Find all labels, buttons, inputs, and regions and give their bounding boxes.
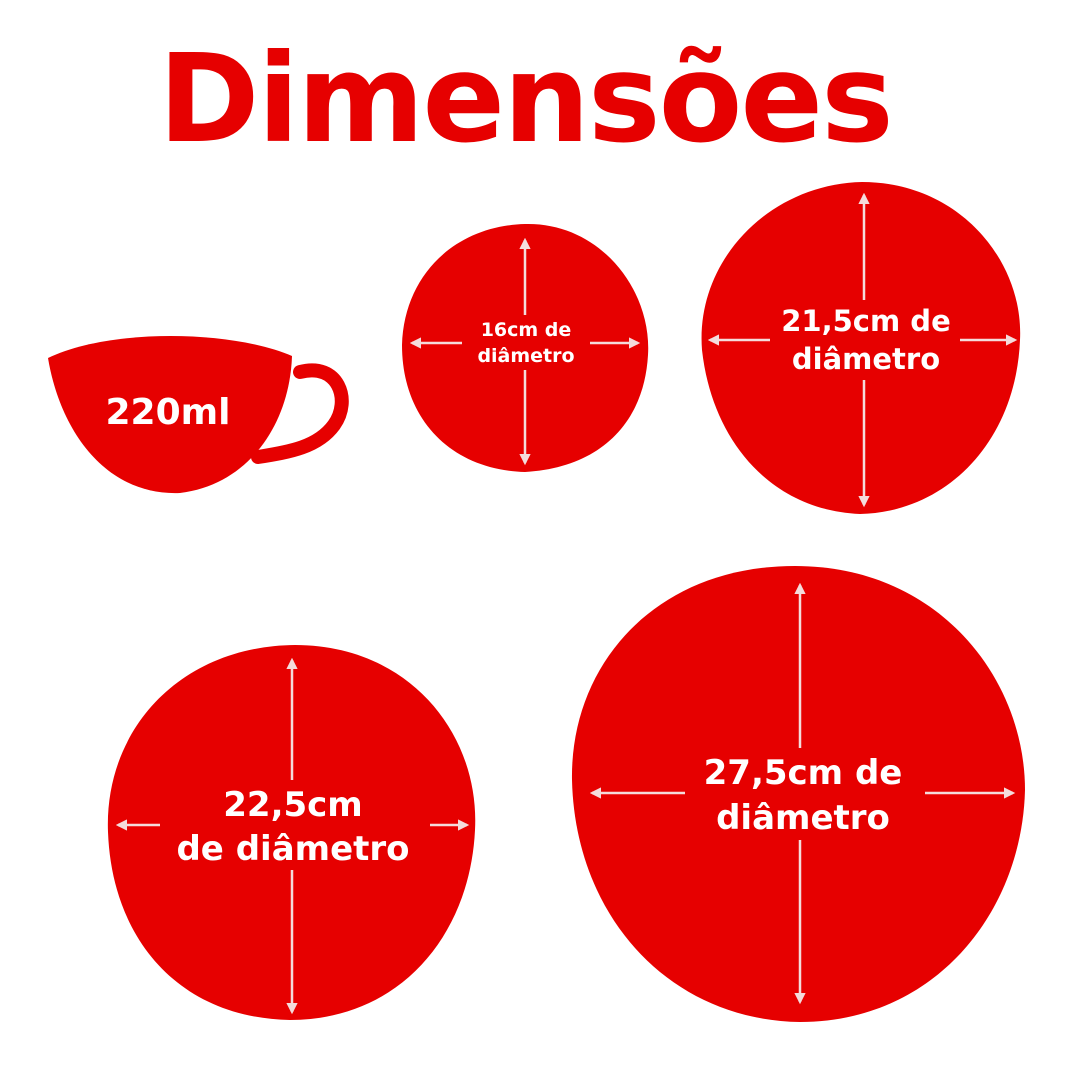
plate-label-line1: 21,5cm de (781, 304, 951, 338)
page-title: Dimensões (158, 28, 892, 170)
plate-label-line2: diâmetro (791, 342, 941, 376)
plate-21-5cm (702, 182, 1021, 514)
plate-label-line2: diâmetro (477, 345, 575, 367)
plate-label-line1: 27,5cm de (703, 753, 903, 793)
plate-27-5cm (572, 566, 1025, 1022)
cup-icon (48, 336, 342, 493)
plate-label-line2: de diâmetro (176, 829, 410, 869)
cup-capacity-label: 220ml (105, 392, 231, 433)
plate-16cm (402, 224, 648, 472)
plate-label-line1: 16cm de (480, 319, 572, 341)
plate-label-line1: 22,5cm (223, 785, 363, 825)
plate-label-line2: diâmetro (716, 798, 890, 838)
plate-22-5cm (108, 645, 475, 1020)
